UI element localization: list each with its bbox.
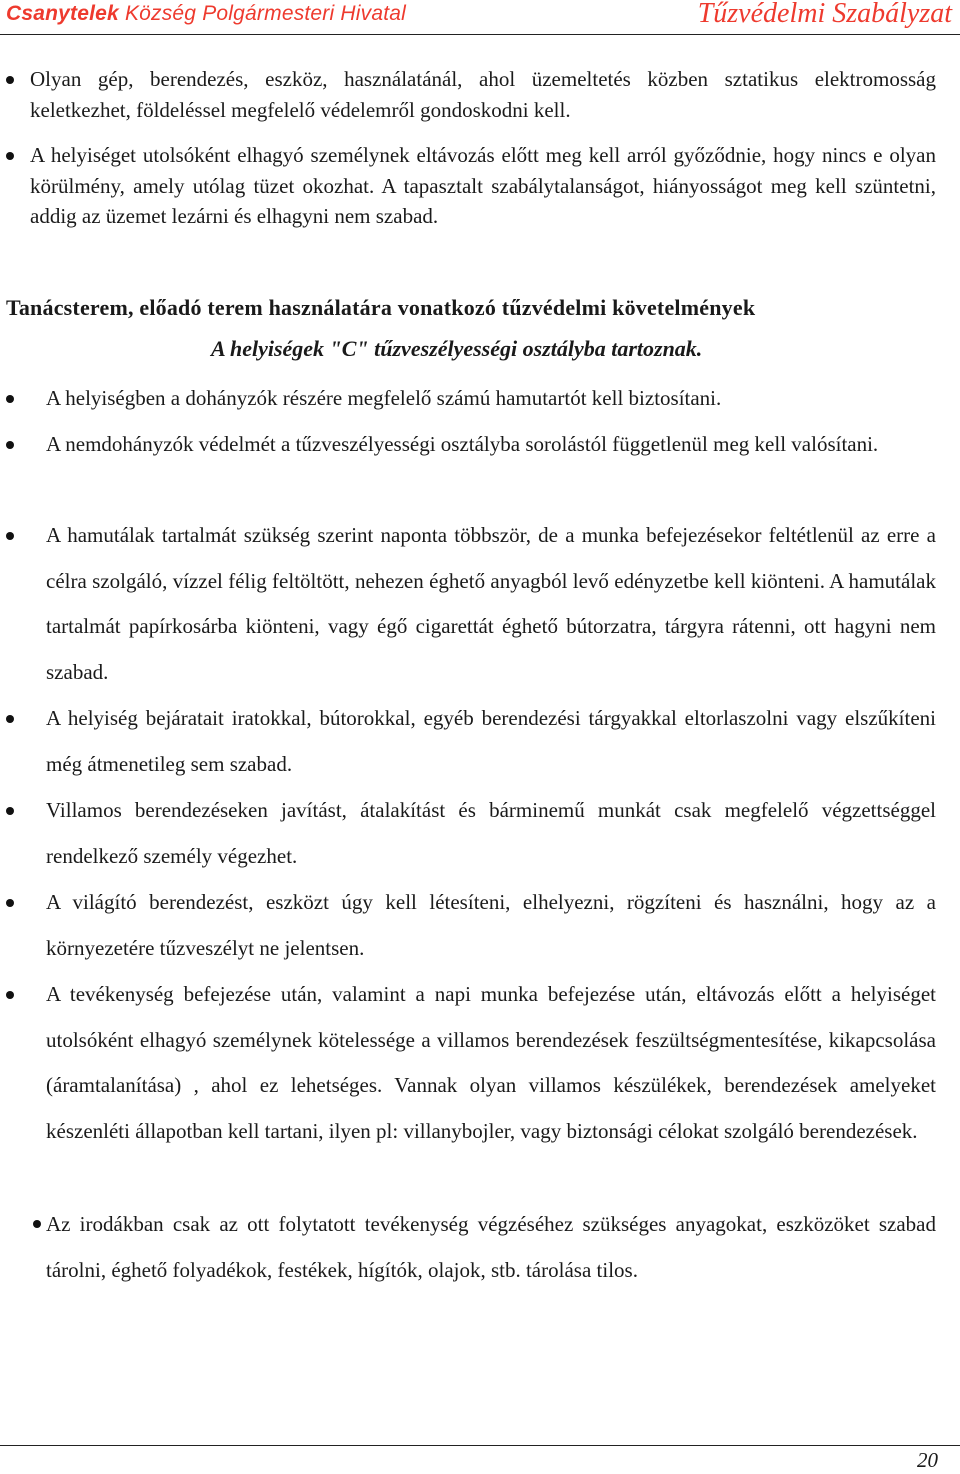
- paragraph-static-electricity: Olyan gép, berendezés, eszköz, használatánál, ahol üzemeltetés közben sztatikus elektromosság keletkezhet, földeléssel megfelelő védelemről gondoskodni kell.: [30, 67, 936, 122]
- section-subheading: A helyiségek "C" tűzveszélyességi osztályba tartoznak.: [211, 336, 703, 361]
- paragraph-last-person-leaving: A helyiséget utolsóként elhagyó személynek eltávozás előtt meg kell arról győződnie, hogy nincs e olyan körülmény, amely utólag tüzet okozhat. A tapasztalt szabálytalanságot, hiányosságot meg kell szüntetni, addig az üzemet lezárni és elhagyni nem szabad.: [30, 143, 936, 228]
- paragraph-ashtrays: A helyiségben a dohányzók részére megfelelő számú hamutartót kell biztosítani.: [46, 386, 722, 410]
- bullet-icon: [6, 532, 14, 540]
- paragraph-lighting: A világító berendezést, eszközt úgy kell létesíteni, elhelyezni, rögzíteni és használni, hogy az a környezetére tűzveszélyt ne jelentsen.: [46, 890, 936, 960]
- organization-name: [6, 2, 406, 26]
- paragraph-ashtray-emptying: A hamutálak tartalmát szükség szerint naponta többször, de a munka befejezésekor feltétlenül az erre a célra szolgáló, vízzel félig feltöltött, nehezen éghető anyagból levő edényzetbe kell kiönteni. A hamutálak tartalmát papírkosárba kiönteni, vagy égő cigarettát éghető bútorzatra, tárgyra rátenni, ott hagyni nem szabad.: [46, 523, 936, 684]
- footer-divider: [0, 1445, 960, 1446]
- bullet-icon: [6, 441, 14, 449]
- bullet-icon: [6, 152, 14, 160]
- header-divider: [0, 34, 960, 35]
- bullet-icon: [6, 715, 14, 723]
- page-header: [0, 0, 960, 34]
- bullet-icon: [6, 899, 14, 907]
- page-number: 20: [917, 1448, 938, 1472]
- paragraph-power-off: A tevékenység befejezése után, valamint a napi munka befejezése után, eltávozás előtt a helyiséget utolsóként elhagyó személynek kötelessége a villamos berendezések feszültségmentesítése, kikapcsolása (áramtalanítása) , ahol ez lehetséges. Vannak olyan villamos készülékek, berendezések amelyeket készenléti állapotban kell tartani, ilyen pl: villanybojler, vagy biztonsági célokat szolgáló berendezések.: [46, 982, 936, 1143]
- section-heading: Tanácsterem, előadó terem használatára vonatkozó tűzvédelmi követelmények: [6, 295, 756, 320]
- document-title: Tűzvédelmi Szabályzat: [697, 0, 952, 29]
- organization-name-bold: Csanytelek: [6, 2, 119, 25]
- bullet-icon: [33, 1220, 41, 1228]
- paragraph-non-smokers: A nemdohányzók védelmét a tűzveszélyességi osztályba sorolástól függetlenül meg kell valósítani.: [46, 432, 879, 456]
- paragraph-office-storage: Az irodákban csak az ott folytatott tevékenység végzéséhez szükséges anyagokat, eszközöket szabad tárolni, éghető folyadékok, festékek, hígítók, olajok, stb. tárolása tilos.: [46, 1212, 936, 1282]
- bullet-icon: [6, 395, 14, 403]
- bullet-icon: [6, 76, 14, 84]
- organization-name-rest: Község Polgármesteri Hivatal: [118, 2, 406, 25]
- paragraph-electrical-work: Villamos berendezéseken javítást, átalakítást és bárminemű munkát csak megfelelő végzettséggel rendelkező személy végezhet.: [46, 798, 936, 868]
- paragraph-entrances: A helyiség bejáratait iratokkal, bútorokkal, egyéb berendezési tárgyakkal eltorlaszolni vagy elszűkíteni még átmenetileg sem szabad.: [46, 706, 936, 776]
- bullet-icon: [6, 807, 14, 815]
- bullet-icon: [6, 991, 14, 999]
